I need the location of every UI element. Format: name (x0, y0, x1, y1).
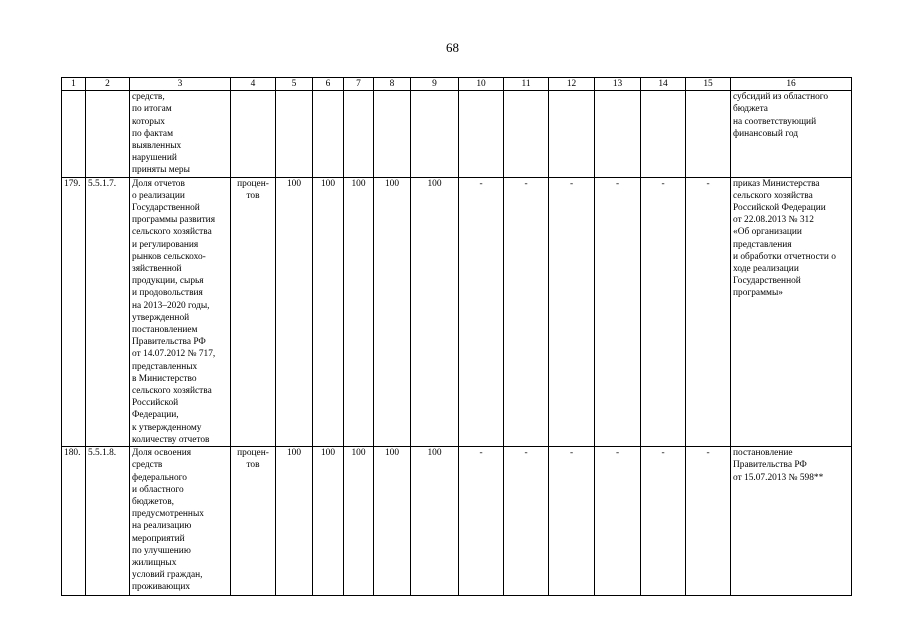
table-cell: приказ Министерства сельского хозяйства Российской Федерации от 22.08.2013 № 312 «Об организации представления и обработки отчетности о ходе реализации Государственной программы» (731, 177, 852, 446)
column-number-header: 12 (549, 78, 595, 91)
table-header-row (62, 78, 852, 91)
table-cell (595, 91, 641, 177)
column-number-header: 11 (504, 78, 549, 91)
column-number-header: 6 (313, 78, 344, 91)
table-cell: процен- тов (231, 177, 276, 446)
column-number-header: 13 (595, 78, 641, 91)
table-cell (276, 91, 313, 177)
column-number-header: 9 (411, 78, 459, 91)
table-cell (411, 91, 459, 177)
table-cell (86, 91, 130, 177)
column-number-header: 1 (62, 78, 86, 91)
table-cell: - (595, 447, 641, 596)
table-cell: 100 (344, 447, 374, 596)
table-cell: 100 (313, 177, 344, 446)
table-cell: Доля отчетов о реализации Государственной программы развития сельского хозяйства и регулирования рынков сельскохо- зяйственной продукции, сырья и продовольствия на 2013–2020 годы, утвержденной постановлением Правительства РФ от 14.07.2012 № 717, представленных в Министерство сельского хозяйства Российской Федерации, к утвержденному количеству отчетов (130, 177, 231, 446)
table-cell: - (641, 177, 686, 446)
table-cell (459, 91, 504, 177)
table-cell: - (504, 177, 549, 446)
column-number-header: 7 (344, 78, 374, 91)
table-cell: Доля освоения средств федерального и областного бюджетов, предусмотренных на реализацию мероприятий по улучшению жилищных условий граждан, проживающих (130, 447, 231, 596)
column-number-header: 16 (731, 78, 852, 91)
column-number-header: 14 (641, 78, 686, 91)
table-cell: 5.5.1.8. (86, 447, 130, 596)
table-cell (504, 91, 549, 177)
table-row (62, 177, 852, 446)
table-cell: 100 (276, 177, 313, 446)
table-cell: 5.5.1.7. (86, 177, 130, 446)
table-cell: - (641, 447, 686, 596)
table-cell (686, 91, 731, 177)
table-cell (231, 91, 276, 177)
column-number-header: 4 (231, 78, 276, 91)
table-cell (313, 91, 344, 177)
column-number-header: 5 (276, 78, 313, 91)
table-cell: - (686, 177, 731, 446)
table-cell: - (504, 447, 549, 596)
table-cell: - (549, 447, 595, 596)
table-row (62, 447, 852, 596)
table-cell: 100 (374, 177, 411, 446)
table-cell (344, 91, 374, 177)
table-cell: - (459, 177, 504, 446)
table-cell (374, 91, 411, 177)
table-cell: 100 (411, 447, 459, 596)
column-number-header: 15 (686, 78, 731, 91)
table-cell: - (595, 177, 641, 446)
table-cell: 100 (411, 177, 459, 446)
table-cell: 100 (374, 447, 411, 596)
table-cell: - (549, 177, 595, 446)
table-cell: - (686, 447, 731, 596)
table-cell: 180. (62, 447, 86, 596)
table-cell: субсидий из областного бюджета на соответствующий финансовый год (731, 91, 852, 177)
table-cell: 100 (344, 177, 374, 446)
column-number-header: 2 (86, 78, 130, 91)
table-cell (62, 91, 86, 177)
table-cell: процен- тов (231, 447, 276, 596)
table-cell (641, 91, 686, 177)
table-cell: - (459, 447, 504, 596)
column-number-header: 8 (374, 78, 411, 91)
indicators-table (61, 77, 852, 596)
table-cell (549, 91, 595, 177)
table-row (62, 91, 852, 177)
table-cell: 100 (276, 447, 313, 596)
table-cell: 100 (313, 447, 344, 596)
column-number-header: 10 (459, 78, 504, 91)
table-cell: постановление Правительства РФ от 15.07.2013 № 598** (731, 447, 852, 596)
column-number-header: 3 (130, 78, 231, 91)
table-cell: 179. (62, 177, 86, 446)
page-number: 68 (446, 40, 459, 55)
table-cell: средств, по итогам которых по фактам выявленных нарушений приняты меры (130, 91, 231, 177)
